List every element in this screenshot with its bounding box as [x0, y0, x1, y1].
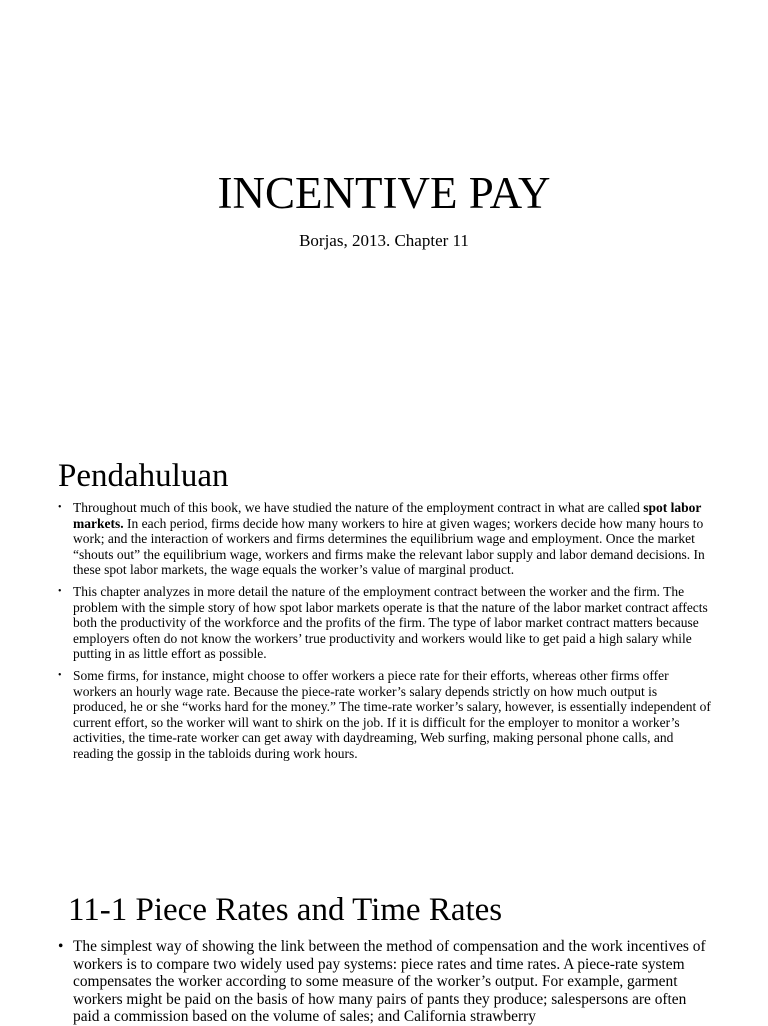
bullet-icon: • — [58, 669, 62, 681]
bullet-text: The simplest way of showing the link between the method of compensation and the work incentives of workers is to compare two widely used pay systems: piece rates and time rates. A piece-rate system compensates the worker according to some measure of the worker’s output. For example, garment workers might be paid on the basis of how many pairs of pants they produce; salespersons are often paid a commission based on the volume of sales; and California strawberry — [73, 938, 706, 1026]
section-bullet-list — [56, 938, 712, 1026]
bullet-icon: • — [58, 938, 64, 955]
intro-bullet-list — [55, 500, 713, 768]
slide-subtitle: Borjas, 2013. Chapter 11 — [299, 231, 469, 250]
bullet-text: This chapter analyzes in more detail the nature of the employment contract between the worker and the firm. The problem with the simple story of how spot labor markets operate is that the nature of the labor market contract affects both the productivity of the workforce and the profits of the firm. The type of labor market contract matters because employers often do not know the workers’ true productivity and workers would like to get paid a high salary while putting in as little effort as possible. — [73, 583, 708, 662]
list-item — [56, 938, 712, 1026]
bullet-icon: • — [58, 585, 62, 597]
bullet-bold-term: spot labor markets. — [73, 500, 702, 531]
slide-title: INCENTIVE PAY — [217, 168, 551, 218]
intro-heading: Pendahuluan — [58, 458, 229, 494]
list-item — [55, 584, 713, 662]
section-slide — [0, 860, 768, 1024]
list-item — [55, 500, 713, 578]
intro-slide — [0, 440, 768, 860]
title-slide — [0, 0, 768, 440]
bullet-text: Some firms, for instance, might choose to offer workers a piece rate for their efforts, whereas other firms offer workers an hourly wage rate. Because the piece-rate worker’s salary depends strictly on how much output is produced, he or she “works hard for the money.” The time-rate worker’s salary, however, is essentially independent of current effort, so the worker will want to shirk on the job. If it is difficult for the employer to monitor a worker’s activities, the time-rate worker can get away with daydreaming, Web surfing, making personal phone calls, and reading the gossip in the tabloids during work hours. — [73, 667, 711, 761]
list-item — [55, 668, 713, 762]
section-heading: 11-1 Piece Rates and Time Rates — [68, 892, 503, 928]
bullet-icon: • — [58, 502, 62, 513]
bullet-text-start: Throughout much of this book, we have studied the nature of the employment contract in what are called — [73, 500, 644, 515]
bullet-text-end: In each period, firms decide how many workers to hire at given wages; workers decide how many hours to work; and the interaction of workers and firms determines the equilibrium wage and employment. Once the market “shouts out” the equilibrium wage, workers and firms make the relevant labor supply and labor demand decisions. In these spot labor markets, the wage equals the worker’s value of marginal product. — [73, 515, 705, 578]
